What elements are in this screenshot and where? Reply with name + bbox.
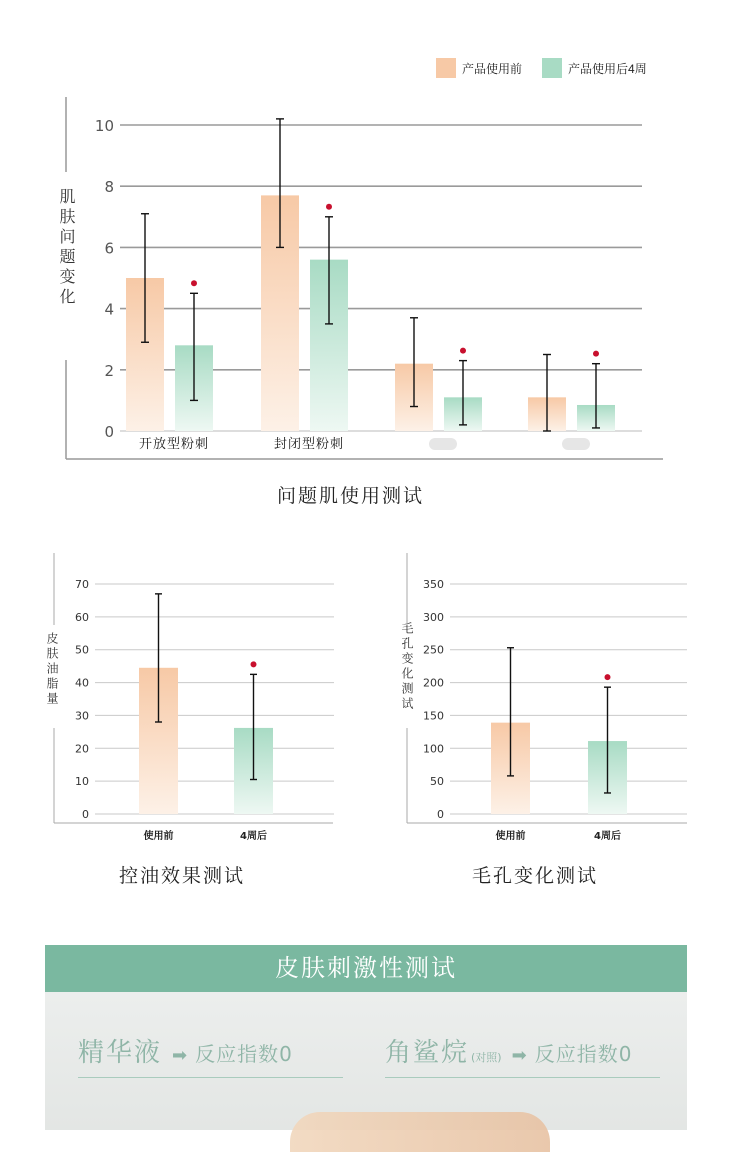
- result-squalane-name: 角鲨烷: [385, 1038, 470, 1068]
- result-essence-name: 精华液: [78, 1038, 163, 1068]
- chart1-xtick-label-blurred: [562, 438, 590, 450]
- chart3-xtick-label: 4周后: [594, 831, 621, 842]
- chart3-significance-marker: [605, 674, 611, 680]
- result-squalane-index: 反应指数0: [534, 1042, 633, 1066]
- result-squalane: [385, 1032, 660, 1078]
- chart3-title: 毛孔变化测试: [472, 865, 599, 887]
- chart1-ytick-label: 0: [104, 423, 114, 441]
- chart1-ytick-label: 4: [104, 300, 114, 319]
- irritation-banner: 皮肤刺激性测试: [45, 945, 687, 992]
- chart2-ytick-label: 50: [75, 643, 89, 657]
- chart2-significance-marker: [251, 661, 257, 667]
- chart3-ytick-label: 250: [423, 643, 444, 657]
- chart3-ytick-label: 350: [423, 578, 444, 591]
- product-image: [290, 1112, 550, 1152]
- chart1-title: 问题肌使用测试: [277, 485, 425, 507]
- chart2-title: 控油效果测试: [119, 865, 246, 887]
- chart2-xtick-label: 4周后: [240, 831, 267, 842]
- chart2-ytick-label: 40: [75, 676, 89, 690]
- chart2-ytick-label: 20: [75, 742, 89, 756]
- chart3-xtick-label: 使用前: [495, 831, 526, 842]
- chart1-significance-marker: [191, 280, 197, 286]
- chart2-ytick-label: 30: [75, 709, 89, 723]
- legend-label-before: 产品使用前: [462, 61, 523, 76]
- chart3-ytick-label: 300: [423, 610, 444, 624]
- chart3-ylabel: 毛孔变化测试: [400, 622, 414, 712]
- result-squalane-note: (对照): [471, 1051, 502, 1064]
- chart2-ytick-label: 0: [82, 808, 89, 821]
- chart1-xtick-label: 封闭型粉刺: [273, 437, 345, 452]
- chart2-ytick-label: 70: [75, 578, 89, 591]
- chart2-ytick-label: 60: [75, 610, 89, 624]
- chart1-ytick-label: 8: [104, 178, 114, 197]
- result-essence: [78, 1032, 343, 1078]
- chart1-ytick-label: 10: [94, 117, 114, 135]
- chart2-ytick-label: 10: [75, 775, 89, 789]
- chart1-xtick-label-blurred: [429, 438, 457, 450]
- chart1-significance-marker: [326, 204, 332, 210]
- legend-label-after: 产品使用后4周: [568, 61, 647, 76]
- arrow-right-icon: ➡: [172, 1045, 188, 1066]
- chart2-xtick-label: 使用前: [143, 831, 174, 842]
- chart1-ytick-label: 6: [104, 239, 114, 258]
- result-essence-index: 反应指数0: [195, 1042, 293, 1066]
- chart1-ytick-label: 2: [104, 361, 114, 380]
- chart1-ylabel: 肌肤问题变化: [57, 188, 76, 308]
- chart3-ytick-label: 150: [423, 709, 444, 723]
- chart2-ylabel: 皮肤油脂量: [45, 632, 59, 707]
- chart3-ytick-label: 0: [437, 808, 444, 821]
- chart3-ytick-label: 200: [423, 676, 444, 690]
- chart3-ytick-label: 50: [430, 775, 444, 789]
- chart1-significance-marker: [460, 348, 466, 354]
- chart1-significance-marker: [593, 351, 599, 357]
- chart3-ytick-label: 100: [423, 742, 444, 756]
- arrow-right-icon: ➡: [511, 1045, 527, 1066]
- chart1-xtick-label: 开放型粉刺: [138, 437, 210, 452]
